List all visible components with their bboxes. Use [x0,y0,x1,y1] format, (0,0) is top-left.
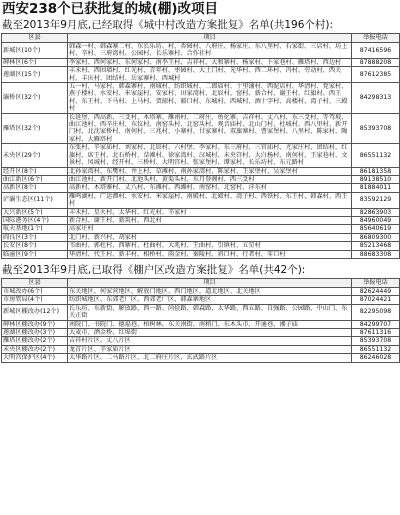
col-header-project: 项目 [68,34,352,43]
table-row [2,216,400,224]
district-cell: 长安区(8个) [2,242,68,250]
table-row [2,83,400,114]
section1-heading: 截至2013年9月底,已经取得《城中村改造方案批复》名单(共196个村): [2,19,334,31]
table-row [2,337,400,345]
phone-cell: 85393708 [352,113,400,144]
phone-cell: 87888208 [352,58,400,66]
phone-cell: 86551132 [352,345,400,353]
district-cell: 雁塔区(32个) [2,113,68,144]
district-cell: 莲湖区棚改办(3个) [2,329,68,337]
col-header-phone: 举报电话 [352,34,400,43]
page-title: 西安238个已获批复的城(棚)改项目 [2,1,219,17]
table-row [2,144,400,167]
phone-cell: 86551132 [352,144,400,167]
villages-cell: 五一村、马家村、韩森寨村、南城村、纺织城村、二郎庙村、十里铺村、西泥店村、华清村、党家村、燕子楼村、水安村、米家崖村、安家村、田家湾村、北辰村、窑村、新合村、谢王村、红旗村、西王村、东王村、下马村、上马村、贺韶村、豁口村、东城村、西城村、酒十字村、高楼村、湾子村、三殿村 [68,83,352,114]
phone-cell: 85213468 [352,242,400,250]
table-row [2,250,400,258]
col-header-project: 项目 [68,278,352,287]
district-cell: 未央区(29个) [2,144,68,167]
villages-cell: 新合村、谢王村、新筑村、西北村 [68,216,352,224]
villages-cell: 纺织城地区、东郊老厂区、西郊老厂区、韩森寨地区 [68,296,352,304]
district-cell: 经开区(8个) [2,167,68,175]
villages-cell: 东张村、辛家庙村、刘家村、北辰村、六村堡、李家村、东三府村、三官庙村、尤家庄村、团结村、红旗村、席王村、北石桥村、草滩村、徐家湾村、汉城村、未央宫村、大白杨村、南何村、王家巷村、文景村、凤城村、经开村、三桥村、大明宫村、张家堡村、谭家村、长乐坊村、东元路村 [68,144,352,167]
phone-cell: 81884011 [352,184,400,192]
villages-cell: 李家村、西何家村、东何家村、南李王村、吉祥村、大和寨村、杨家村、卜家巷村、雁塔村、西边村 [68,58,352,66]
phone-cell: 85640619 [352,225,400,233]
villages-cell: 高家庄村 [68,225,352,233]
villages-cell: 长乐坊、东新街、解放路、西一路、尚俭路、韩森路、太华路、西五路、自强路、公园路、中山门、东关正街 [68,304,352,320]
table-row [2,296,400,304]
district-cell: 大明宫保护区(4个) [2,354,68,362]
phone-cell: 87024421 [352,296,400,304]
table-row [2,304,400,320]
villages-cell: 太华路片区、二马路片区、北二府庄片区、玄武路片区 [68,354,352,362]
villages-cell: 高新村、木塔寨村、丈八村、东滩村、西滩村、南窑村、北窑村、沣东村 [68,184,352,192]
phone-cell: 86809300 [352,233,400,241]
villages-cell: 韩森一村、韩森寨二村、东长乐坊、村、杏园村、八府庄、杨家庄、东八里村、石家街、三店村、坊上村、辛村、三府湾村、公园村、长乐寨村、合作社村 [68,43,352,59]
phone-cell: 82295098 [352,304,400,320]
table-row [2,167,400,175]
villages-cell: 雁鸣湖村、广运潭村、水安村、米家崖村、南殿村、北殿村、湾子村、西铁村、东王村、韩森村、西王村 [68,192,352,208]
table-row [2,329,400,337]
phone-cell: 84960049 [352,216,400,224]
table-row [2,67,400,83]
district-cell: 国际港务区(4个) [2,216,68,224]
district-cell: 灞桥区(32个) [2,83,68,114]
district-cell: 市城改办(6个) [2,287,68,295]
district-cell: 新城区(10个) [2,43,68,59]
district-cell: 雁塔区棚改办(2个) [2,337,68,345]
phone-cell: 83592129 [352,192,400,208]
table-row [2,192,400,208]
district-cell: 浐灞生态区(11个) [2,192,68,208]
district-cell: 高新区(8个) [2,184,68,192]
district-cell: 新城区棚改办(12个) [2,304,68,320]
district-cell: 未央区棚改办(2个) [2,345,68,353]
district-cell: 航天基地(1个) [2,225,68,233]
phone-cell: 87611316 [352,329,400,337]
district-cell: 碑林区(6个) [2,58,68,66]
villages-cell: 长延堡、西高新、三爻村、木塔寨、雁南村、二府庄、鱼化寨、吉祥村、丈八村、东三爻村、等驾坡、曲江池村、西辛庄村、东仪村、南窑头村、北窑头村、观音庙村、北山门村、杜城村、西八里村、新开门村、北沈家桥村、南何村、三兆村、小寨村、甘家寨村、双旗寨村、曹家堡村、八里村、陈家村、陶家村、大雁塔村 [68,113,352,144]
phone-cell: 84298313 [352,83,400,114]
table-row [2,43,400,59]
villages-cell: 丰禾村、星火村、太华村、红光村、辛家村 [68,208,352,216]
table-row [2,345,400,353]
villages-cell: 丰禾村、西围墙村、红光村、青年村、枣园村、大土门村、光华村、西二环村、冯村、劳动村、西关村、丰庆村、团结村、岳家寨村、西城村 [68,67,352,83]
villages-cell: 韦曲村、郭杜村、西寨村、杜曲村、大兆村、王曲村、引镇村、五星村 [68,242,352,250]
district-cell: 莲湖区(15个) [2,67,68,83]
villages-cell: 华清村、代王村、新丰村、相桥村、雨金村、秦陵村、斜口村、行者村、零口村 [68,250,352,258]
phone-cell: 86246028 [352,354,400,362]
villages-cell: 南院门、书院门、德福巷、柏树林、东关南街、南稍门、东木头市、开通巷、湘子庙 [68,320,352,328]
villages-cell: 大麦市、洒金桥、红埠街 [68,329,352,337]
table-row [2,354,400,362]
table-row [2,113,400,144]
table-row [2,233,400,241]
col-header-phone: 举报电话 [352,278,400,287]
phone-cell: 89138510 [352,175,400,183]
phone-cell: 88683308 [352,250,400,258]
villages-cell: 龙首片区、辛家庙片区 [68,345,352,353]
table-row [2,184,400,192]
table-row [2,320,400,328]
district-cell: 市房管局(4个) [2,296,68,304]
phone-cell: 87612385 [352,67,400,83]
section2-body [2,287,400,362]
district-cell: 碑林区棚改办(9个) [2,320,68,328]
section1-body [2,43,400,259]
section2-header-row [2,278,400,287]
section2-table [1,278,400,363]
district-cell: 阎良区(3个) [2,233,68,241]
villages-cell: 吉祥村片区、丈八片区 [68,337,352,345]
district-cell: 大兴新区(5个) [2,208,68,216]
villages-cell: 东关地区、何家营地区、解放门地区、西门地区、道北地区、北关地区 [68,287,352,295]
table-row [2,242,400,250]
villages-cell: 北孙家湾村、东樊村、井上村、草滩村、南孙家湾村、陈家村、王家堡村、吴家堡村 [68,167,352,175]
table-row [2,287,400,295]
section2-heading: 截至2013年9月底,已取得《棚户区改造方案批复》名单(共42个): [2,263,306,276]
table-row [2,225,400,233]
phone-cell: 85393708 [352,337,400,345]
section1-header-row [2,34,400,43]
district-cell: 曲江新区(6个) [2,175,68,183]
col-header-district: 区县 [2,278,68,287]
phone-cell: 82863903 [352,208,400,216]
phone-cell: 86181358 [352,167,400,175]
district-cell: 临潼区(9个) [2,250,68,258]
table-row [2,175,400,183]
phone-cell: 87416596 [352,43,400,59]
phone-cell: 84299707 [352,320,400,328]
villages-cell: 北门村、新兴村、胡家村 [68,233,352,241]
section1-table [1,33,400,259]
table-row [2,208,400,216]
villages-cell: 曲江池村、新开门村、北池头村、黄渠头村、东月登阁村、西三爻村 [68,175,352,183]
table-row [2,58,400,66]
phone-cell: 82624449 [352,287,400,295]
col-header-district: 区县 [2,34,68,43]
